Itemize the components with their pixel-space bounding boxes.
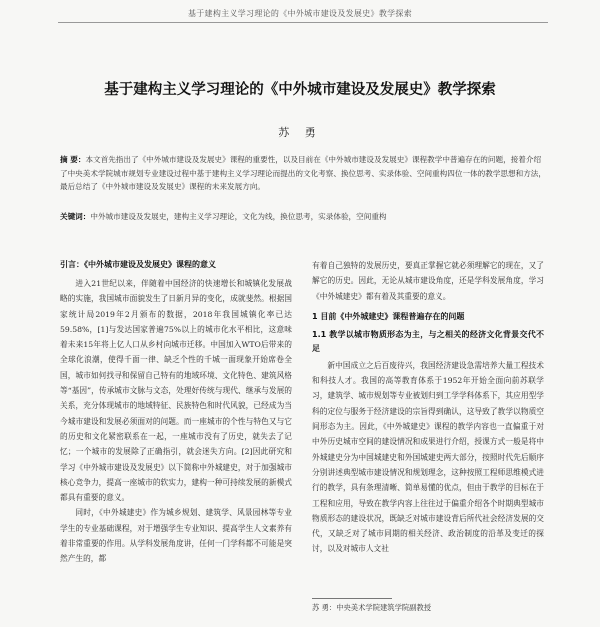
section-1-heading: 1 目前《中外城建史》课程普遍存在的问题 [312, 311, 465, 321]
keywords-text: 中外城市建设及发展史，建构主义学习理论，文化为线，换位思考，实录体验，空间重构 [90, 212, 387, 221]
author-footnote: 苏 勇：中央美术学院建筑学院副教授 [312, 603, 432, 612]
intro-paragraph-2: 同时，《中外城建史》作为城乡规划、建筑学、风景园林等专业学生的专业基础课程，对于增强学生专业知识、提高学生人文素养有着非常重要的作用。从学科发展角度讲，任何一门学科都不可能是突然产生的，都 [60, 508, 292, 564]
keywords-label: 关键词： [60, 212, 91, 221]
running-head: 基于建构主义学习理论的《中外城市建设及发展史》教学探索 [187, 9, 413, 18]
left-column [60, 258, 292, 567]
intro-paragraph-3: 有着自己独特的发展历史，要真正掌握它就必须理解它的现在，又了解它的历史。因此，无论从城市建设角度，还是学科发展角度，学习《中外城建史》都有着及其重要的意义。 [312, 261, 544, 301]
intro-paragraph-1: 进入21世纪以来，伴随着中国经济的快速增长和城镇化发展战略的实施，我国城市面貌发生了日新月异的变化，成就斐然。根据国家统计局2019年2月颁布的数据，2018年我国城镇化率已达59.58%，[1]与发达国家普遍75%以上的城市化水平相比，这意味着未来15年将上亿人口从乡村向城市迁移。中国加入WTO后带来的全球化浪潮，使得千面一律、缺乏个性的千城一面现象开始席卷全国，城市如何找寻和保留自己特有的地域环境、文化特色、建筑风格等“基因”，传承城市文脉与文态，处理好传统与现代、继承与发展的关系，充分体现城市的地域特征、民族特色和时代风貌，已经成为当今城市建设和发展必须面对的问题。而一座城市的个性与特色又与它的历史和文化紧密联系在一起，一座城市没有了历史，就失去了记忆；一个城市的发展除了正确指引，就会迷失方向。[2]因此研究和学习《中外城市建设及发展史》以下简称中外城建史，对于加强城市核心竞争力，提高一座城市的软实力，建构一种可持续发展的新模式都具有重要的意义。 [60, 279, 292, 503]
section-1-1-heading: 1.1 教学以城市物质形态为主，与之相关的经济文化背景交代不足 [312, 329, 544, 353]
section-1-1-paragraph: 新中国成立之后百废待兴，我国经济建设急需培养大量工程技术和科技人才。我国的高等教育体系于1952年开始全面向前苏联学习，建筑学、城市规划等专业被划归到工学学科体系下，其应用型学科的定位与服务于经济建设的宗旨得到确认，这导致了教学以物质空间形态为主。因此，《中外城建史》课程的教学内容也一直偏重于对中外历史城市空间的建设情况和成果进行介绍，授课方式一般是将中外城建史分为中国城建史和外国城建史两大部分，按照时代先后顺序分别讲述典型城市建设情况和规划理念，这种按照工程师思维模式进行的教学，具有条理清晰、简单易懂的优点，但由于教学的目标在于工程和应用，导致在教学内容上往往过于偏重介绍各个时期典型城市物质形态的建设状况，既缺乏对城市建设背后所代社会经济发展的交代，又缺乏对了城市同期的相关经济、政治制度的沿革及变迁的探讨，以及对城市人文社 [312, 360, 544, 554]
author-name: 苏 勇 [278, 126, 322, 139]
abstract [60, 153, 546, 194]
header-divider [58, 22, 548, 23]
keywords [60, 211, 546, 223]
right-column [312, 258, 544, 557]
paper-title: 基于建构主义学习理论的《中外城市建设及发展史》教学探索 [104, 82, 496, 98]
intro-heading: 引言：《中外城市建设及发展史》课程的意义 [60, 260, 216, 269]
footnote-divider [312, 598, 392, 599]
abstract-text: 本文首先指出了《中外城市建设及发展史》课程的重要性，以及目前在《中外城市建设及发展史》课程教学中普遍存在的问题，接着介绍了中央美术学院城市规划专业建设过程中基于建构主义学习理论而提出的文化考察、换位思考、实录体验、空间重构四位一体的教学思想和方法，最后总结了《中外城市建设及发展史》课程的未来发展方向。 [60, 155, 546, 191]
abstract-label: 摘 要： [60, 155, 86, 164]
